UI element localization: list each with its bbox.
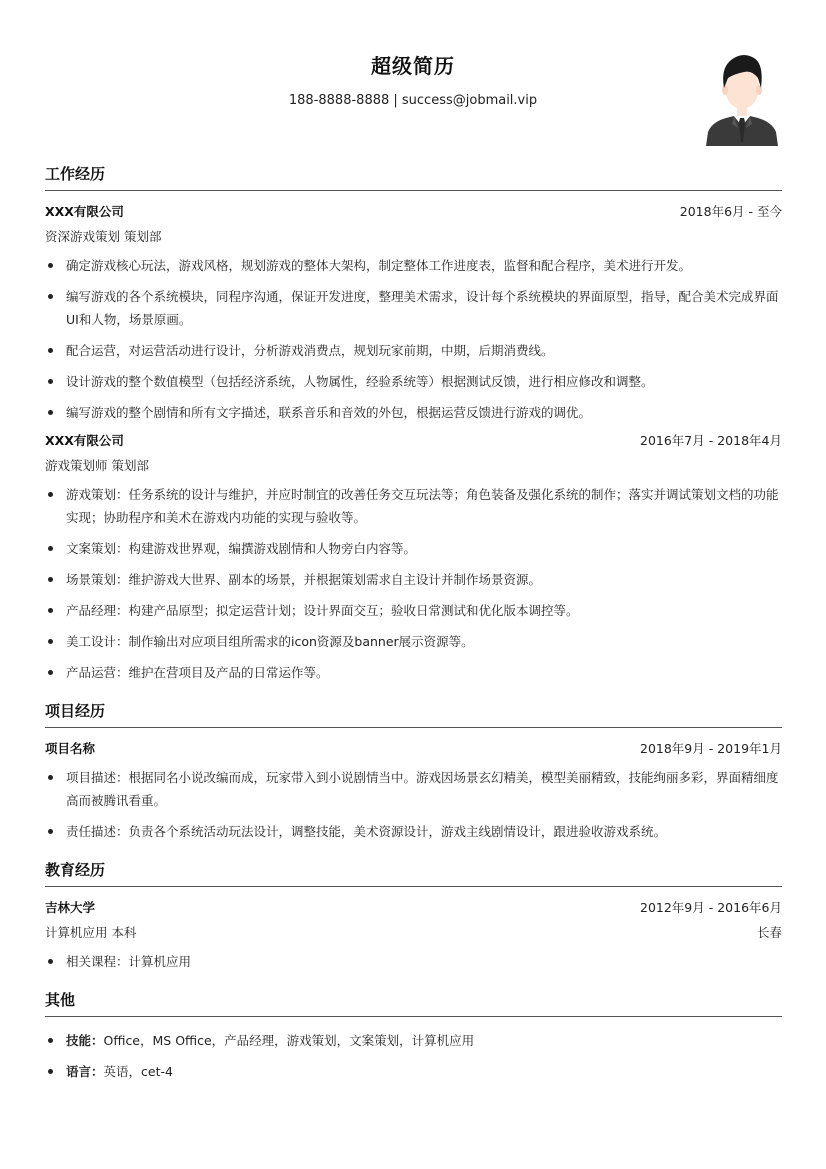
company-name: XXX有限公司 xyxy=(45,204,124,219)
bullet-item: 配合运营，对运营活动进行设计，分析游戏消费点，规划玩家前期，中期，后期消费线。 xyxy=(45,339,782,362)
education-major: 计算机应用 本科 xyxy=(45,925,137,940)
other-section xyxy=(45,989,782,1083)
project-bullets xyxy=(45,766,782,843)
bullet-item: 产品运营：维护在营项目及产品的日常运作等。 xyxy=(45,661,782,684)
work-bullets xyxy=(45,483,782,684)
education-date: 2012年9月 - 2016年6月 xyxy=(640,900,782,915)
project-section xyxy=(45,700,782,843)
school-name: 吉林大学 xyxy=(45,900,96,915)
bullet-item: 编写游戏的各个系统模块，同程序沟通，保证开发进度，整理美术需求，设计每个系统模块的界面原型，指导，配合美术完成界面UI和人物，场景原画。 xyxy=(45,285,782,331)
work-section xyxy=(45,163,782,684)
language-item xyxy=(45,1060,782,1083)
person-avatar-icon xyxy=(704,52,780,146)
bullet-item: 美工设计：制作输出对应项目组所需求的icon资源及banner展示资源等。 xyxy=(45,630,782,653)
resume-content xyxy=(45,163,782,1099)
bullet-item: 确定游戏核心玩法，游戏风格，规划游戏的整体大架构，制定整体工作进度表，监督和配合程序，美术进行开发。 xyxy=(45,254,782,277)
language-value: 英语，cet-4 xyxy=(103,1064,173,1079)
bullet-item: 产品经理：构建产品原型；拟定运营计划；设计界面交互；验收日常测试和优化版本调控等。 xyxy=(45,599,782,622)
contact-info: 188-8888-8888 | success@jobmail.vip xyxy=(288,93,538,108)
bullet-item: 责任描述：负责各个系统活动玩法设计，调整技能，美术资源设计，游戏主线剧情设计，跟进验收游戏系统。 xyxy=(45,820,782,843)
project-name: 项目名称 xyxy=(45,741,96,756)
job-role: 游戏策划师 策划部 xyxy=(45,458,149,473)
bullet-item: 编写游戏的整个剧情和所有文字描述，联系音乐和音效的外包，根据运营反馈进行游戏的调优。 xyxy=(45,401,782,424)
work-section-title: 工作经历 xyxy=(45,163,782,191)
other-section-title: 其他 xyxy=(45,989,782,1017)
company-name: XXX有限公司 xyxy=(45,433,124,448)
bullet-item: 场景策划：维护游戏大世界、副本的场景，并根据策划需求自主设计并制作场景资源。 xyxy=(45,568,782,591)
job-role: 资深游戏策划 策划部 xyxy=(45,229,162,244)
project-date: 2018年9月 - 2019年1月 xyxy=(640,741,782,756)
bullet-item: 相关课程：计算机应用 xyxy=(45,950,782,973)
education-bullets xyxy=(45,950,782,973)
education-section xyxy=(45,859,782,973)
education-city: 长春 xyxy=(756,925,782,940)
bullet-item: 设计游戏的整个数值模型（包括经济系统，人物属性，经验系统等）根据测试反馈，进行相应修改和调整。 xyxy=(45,370,782,393)
other-bullets xyxy=(45,1029,782,1083)
skills-item xyxy=(45,1029,782,1052)
resume-name: 超级简历 xyxy=(371,54,455,78)
project-section-title: 项目经历 xyxy=(45,700,782,728)
bullet-item: 项目描述：根据同名小说改编而成，玩家带入到小说剧情当中。游戏因场景玄幻精美，模型美丽精致，技能绚丽多彩，界面精细度高而被腾讯看重。 xyxy=(45,766,782,812)
education-entry xyxy=(45,899,782,973)
work-date: 2016年7月 - 2018年4月 xyxy=(640,433,782,448)
work-entry xyxy=(45,432,782,684)
resume-header xyxy=(0,50,826,108)
work-date: 2018年6月 - 至今 xyxy=(679,204,782,219)
language-label: 语言： xyxy=(66,1064,104,1079)
skills-label: 技能： xyxy=(66,1033,104,1048)
bullet-item: 游戏策划：任务系统的设计与维护，并应时制宜的改善任务交互玩法等；角色装备及强化系统的制作；落实并调试策划文档的功能实现；协助程序和美术在游戏内功能的实现与验收等。 xyxy=(45,483,782,529)
education-section-title: 教育经历 xyxy=(45,859,782,887)
work-entry xyxy=(45,203,782,424)
bullet-item: 文案策划：构建游戏世界观，编撰游戏剧情和人物旁白内容等。 xyxy=(45,537,782,560)
work-bullets xyxy=(45,254,782,424)
project-entry xyxy=(45,740,782,843)
skills-value: Office，MS Office，产品经理，游戏策划，文案策划，计算机应用 xyxy=(103,1033,475,1048)
